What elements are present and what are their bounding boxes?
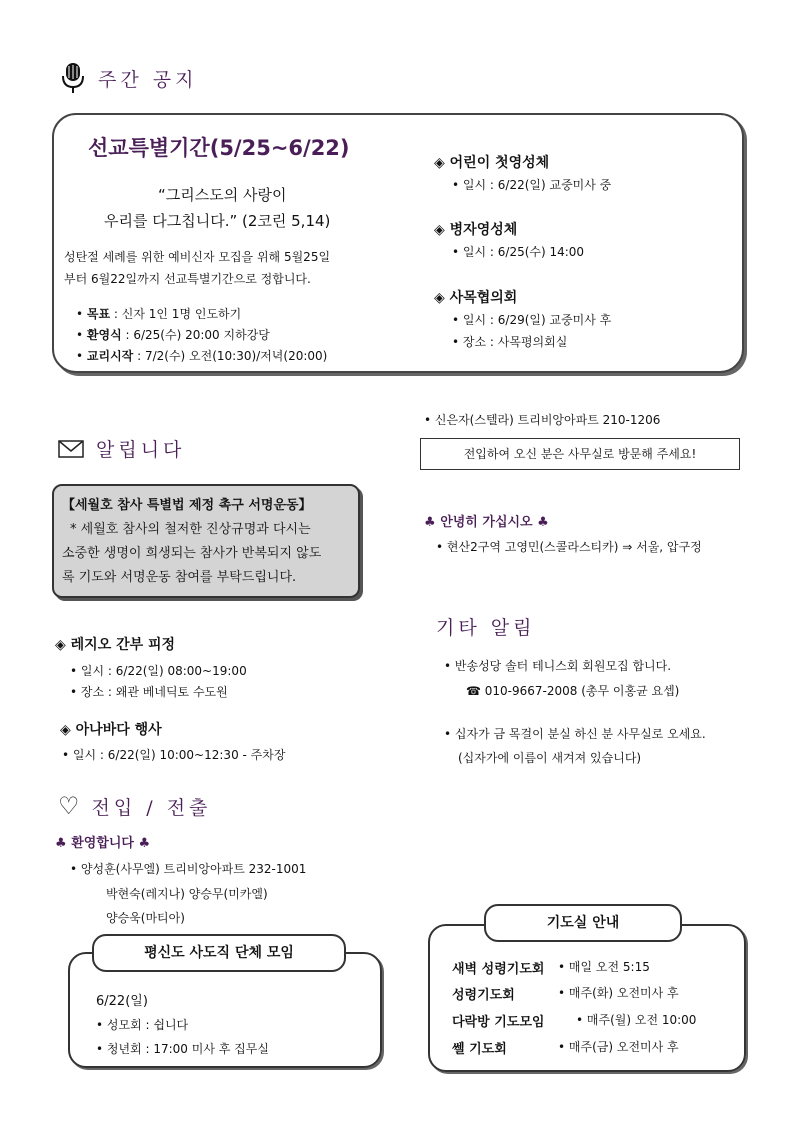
mission-item-goal: • 목표 : 신자 1인 1명 인도하기 <box>76 307 242 321</box>
club-icon: ♣ <box>55 836 72 851</box>
prayer-row-time: • 매일 오전 5:15 <box>558 960 650 974</box>
mission-item-text: : 7/2(수) 오전(10:30)/저녁(20:00) <box>133 349 328 363</box>
pastoral-council-heading: ◈ 사목협의회 <box>434 290 518 306</box>
prayer-row-name: 성령기도회 <box>452 988 515 1003</box>
sick-communion-heading: ◈ 병자영성체 <box>434 222 518 238</box>
prayer-row-time: • 매주(화) 오전미사 후 <box>558 986 679 1000</box>
first-communion-heading: ◈ 어린이 첫영성체 <box>434 155 550 171</box>
tennis-line-2: ☎ 010-9667-2008 (총무 이홍균 요셉) <box>466 684 680 698</box>
prayer-room-title: 기도실 안내 <box>484 904 682 942</box>
farewell-heading: ♣ 안녕히 가십시오 ♣ <box>424 515 549 530</box>
welcome-line-4: • 신은자(스텔라) 트리비앙아파트 210-1206 <box>424 413 661 427</box>
legio-detail-2: • 장소 : 왜관 베네딕토 수도원 <box>70 685 228 699</box>
sewol-line-2: 소중한 생명이 희생되는 참사가 반복되지 않도 <box>62 546 322 561</box>
mission-quote-2: 우리를 다그칩니다.” (2코린 5,14) <box>104 212 331 230</box>
pastoral-council-detail-2: • 장소 : 사목평의회실 <box>452 335 568 349</box>
mission-item-catechism: • 교리시작 : 7/2(수) 오전(10:30)/저녁(20:00) <box>76 349 328 363</box>
legio-heading: ◈ 레지오 간부 피정 <box>55 637 176 653</box>
sewol-title: 【세월호 참사 특별법 제정 촉구 서명운동】 <box>62 498 312 513</box>
mission-item-welcome: • 환영식 : 6/25(수) 20:00 지하강당 <box>76 328 270 342</box>
anabada-heading: ◈ 아나바다 행사 <box>60 722 162 738</box>
club-icon: ♣ <box>424 515 441 530</box>
microphone-icon <box>60 62 86 94</box>
sewol-line-1: * 세월호 참사의 철저한 진상규명과 다시는 <box>70 522 311 537</box>
announce-header <box>58 435 185 462</box>
sewol-line-3: 록 기도와 서명운동 참여를 부탁드립니다. <box>62 570 297 585</box>
mission-title: 선교특별기간(5/25~6/22) <box>88 136 350 160</box>
prayer-row <box>452 1038 679 1057</box>
club-icon: ♣ <box>133 836 151 851</box>
mission-item-text: : 신자 1인 1명 인도하기 <box>110 307 242 321</box>
mission-desc-2: 부터 6월22일까지 선교특별기간으로 정합니다. <box>64 272 311 286</box>
welcome-line-2: 박현숙(레지나) 양승무(미카엘) <box>106 887 268 901</box>
sick-communion-detail: • 일시 : 6/25(수) 14:00 <box>452 245 585 259</box>
mission-item-label: 교리시작 <box>86 349 134 363</box>
prayer-row-name: 쎌 기도회 <box>452 1042 507 1057</box>
pastoral-council-detail-1: • 일시 : 6/29(일) 교중미사 후 <box>452 313 612 327</box>
prayer-row-time: • 매주(금) 오전미사 후 <box>558 1040 679 1054</box>
mission-desc-1: 성탄절 세례를 위한 예비신자 모집을 위해 5월25일 <box>64 250 331 264</box>
diamond-icon: ◈ <box>55 637 71 653</box>
lay-apostolate-title: 평신도 사도직 단체 모임 <box>92 934 346 972</box>
cross-line-1: • 십자가 금 목걸이 분실 하신 분 사무실로 오세요. <box>444 727 706 741</box>
lay-apostolate-item-1: • 성모회 : 쉽니다 <box>96 1018 189 1032</box>
mission-quote-1: “그리스도의 사랑이 <box>158 186 287 204</box>
prayer-row-name: 새벽 성령기도회 <box>452 962 545 977</box>
other-title: 기타 알림 <box>436 617 536 639</box>
prayer-row <box>452 984 679 1003</box>
cross-line-2: (십자가에 이름이 새겨져 있습니다) <box>458 751 642 765</box>
diamond-icon: ◈ <box>60 722 76 738</box>
prayer-row <box>452 958 650 977</box>
heart-icon: ♡ <box>58 792 80 820</box>
prayer-row-time: • 매주(월) 오전 10:00 <box>576 1013 697 1027</box>
first-communion-detail: • 일시 : 6/22(일) 교중미사 중 <box>452 178 612 192</box>
legio-detail-1: • 일시 : 6/22(일) 08:00~19:00 <box>70 664 247 678</box>
club-icon: ♣ <box>532 515 549 530</box>
move-title: 전입 / 전출 <box>91 796 212 819</box>
mission-item-text: : 6/25(수) 20:00 지하강당 <box>121 328 270 342</box>
lay-apostolate-date: 6/22(일) <box>96 994 148 1009</box>
welcome-line-1: • 양성훈(사무엘) 트리비앙아파트 232-1001 <box>70 862 307 876</box>
move-notice-box: 전입하여 오신 분은 사무실로 방문해 주세요! <box>420 438 740 470</box>
mission-item-label: 환영식 <box>86 328 122 342</box>
envelope-icon <box>58 439 84 459</box>
mission-item-label: 목표 <box>86 307 111 321</box>
prayer-row-name: 다락방 기도모임 <box>452 1015 545 1030</box>
weekly-notice-title: 주간 공지 <box>98 68 198 91</box>
announce-title: 알립니다 <box>96 439 186 461</box>
diamond-icon: ◈ <box>434 290 450 306</box>
welcome-line-3: 양승욱(마티아) <box>106 911 185 925</box>
farewell-line: • 현산2구역 고영민(스콜라스티카) ⇒ 서울, 압구정 <box>436 540 702 554</box>
diamond-icon: ◈ <box>434 222 450 238</box>
lay-apostolate-item-2: • 청년회 : 17:00 미사 후 집무실 <box>96 1042 269 1056</box>
diamond-icon: ◈ <box>434 155 450 171</box>
prayer-row <box>452 1011 696 1030</box>
weekly-notice-header <box>60 62 197 94</box>
anabada-detail: • 일시 : 6/22(일) 10:00~12:30 - 주차장 <box>62 748 286 762</box>
move-header <box>58 792 211 820</box>
welcome-heading: ♣ 환영합니다 ♣ <box>55 836 151 851</box>
tennis-line-1: • 반송성당 솔터 테니스회 회원모집 합니다. <box>444 659 672 673</box>
